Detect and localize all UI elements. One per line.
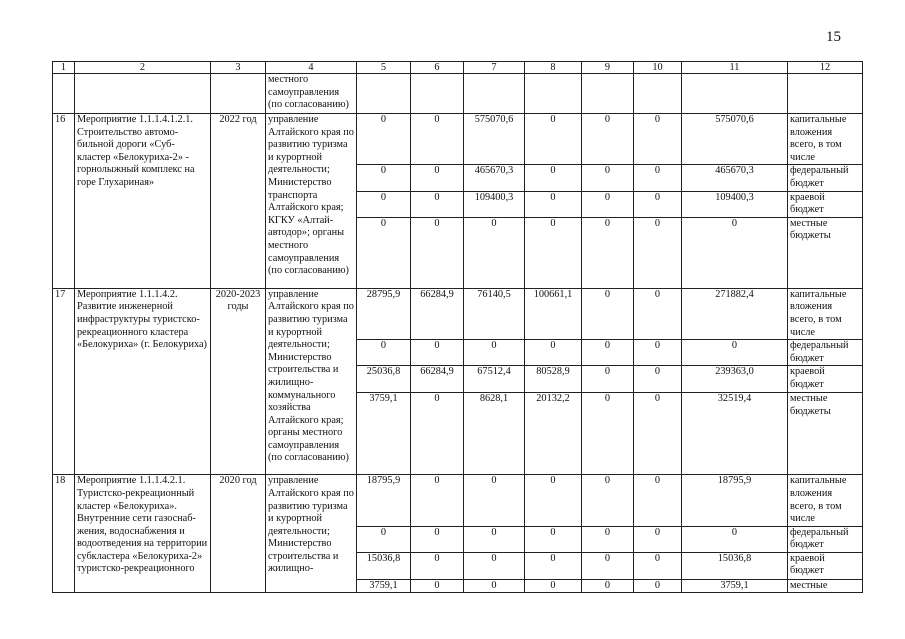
value-cell: 239363,0: [682, 366, 788, 393]
value-cell: 0: [411, 475, 464, 526]
measure-name: Мероприятие 1.1.1.4.1.2.1. Строительство автомо-бильной дороги «Суб-кластер «Белокуриха-2» - горнолыжный комплекс на горе Глухариная»: [75, 114, 211, 289]
value-cell: 0: [525, 526, 582, 552]
value-cell: 25036,8: [357, 366, 411, 393]
source-cell: федеральный бюджет: [788, 526, 863, 552]
value-cell: 0: [634, 393, 682, 475]
col-header: 5: [357, 62, 411, 74]
value-cell: 575070,6: [682, 114, 788, 165]
value-cell: 0: [464, 340, 525, 366]
value-cell: 0: [357, 526, 411, 552]
value-cell: 0: [582, 552, 634, 579]
value-cell: 0: [464, 217, 525, 288]
value-cell: 0: [357, 340, 411, 366]
source-cell: федеральный бюджет: [788, 165, 863, 191]
budget-table: [52, 61, 863, 593]
value-cell: 0: [411, 393, 464, 475]
value-cell: 32519,4: [682, 393, 788, 475]
executor-cell: управление Алтайского края по развитию туризма и курортной деятельности; Министерство транспорта Алтайского края; КГКУ «Алтай-автодор»; органы местного самоуправления (по согласованию): [266, 114, 357, 289]
value-cell: 80528,9: [525, 366, 582, 393]
col-header: 3: [211, 62, 266, 74]
value-cell: 0: [464, 579, 525, 593]
value-cell: 0: [582, 393, 634, 475]
value-cell: 18795,9: [682, 475, 788, 526]
source-cell: местные бюджеты: [788, 217, 863, 288]
value-cell: 0: [634, 475, 682, 526]
value-cell: 28795,9: [357, 288, 411, 339]
value-cell: 0: [357, 191, 411, 217]
period: 2020-2023 годы: [211, 288, 266, 475]
value-cell: 0: [525, 579, 582, 593]
source-cell: краевой бюджет: [788, 191, 863, 217]
source-cell: краевой бюджет: [788, 552, 863, 579]
value-cell: 0: [634, 552, 682, 579]
value-cell: 0: [357, 114, 411, 165]
source-cell: капитальные вложения всего, в том числе: [788, 475, 863, 526]
value-cell: 0: [634, 114, 682, 165]
value-cell: 0: [357, 217, 411, 288]
value-cell: 15036,8: [357, 552, 411, 579]
value-cell: 0: [634, 579, 682, 593]
value-cell: 0: [525, 340, 582, 366]
measure-name: Мероприятие 1.1.1.4.2. Развитие инженерной инфраструктуры туристско-рекреационного кластера «Белокуриха» (г. Белокуриха): [75, 288, 211, 475]
col-header: 9: [582, 62, 634, 74]
col-header: 4: [266, 62, 357, 74]
value-cell: 3759,1: [682, 579, 788, 593]
row-number: 16: [53, 114, 75, 289]
value-cell: 0: [682, 340, 788, 366]
value-cell: 109400,3: [682, 191, 788, 217]
value-cell: 0: [582, 165, 634, 191]
value-cell: 0: [357, 165, 411, 191]
value-cell: 0: [682, 526, 788, 552]
value-cell: 0: [411, 217, 464, 288]
value-cell: 20132,2: [525, 393, 582, 475]
page-number: 15: [826, 29, 841, 45]
value-cell: 0: [582, 288, 634, 339]
row-number: 18: [53, 475, 75, 593]
value-cell: 0: [411, 191, 464, 217]
source-cell: капитальные вложения всего, в том числе: [788, 288, 863, 339]
col-header: 8: [525, 62, 582, 74]
value-cell: 0: [411, 340, 464, 366]
source-cell: местные: [788, 579, 863, 593]
value-cell: 0: [464, 475, 525, 526]
value-cell: 0: [411, 165, 464, 191]
value-cell: 0: [582, 579, 634, 593]
source-cell: местные бюджеты: [788, 393, 863, 475]
value-cell: 0: [411, 114, 464, 165]
value-cell: 0: [582, 114, 634, 165]
value-cell: 575070,6: [464, 114, 525, 165]
col-header: 12: [788, 62, 863, 74]
executor-cell: местного самоуправления (по согласованию): [266, 74, 357, 114]
continuation-row: [53, 74, 863, 114]
value-cell: 0: [525, 552, 582, 579]
source-cell: капитальные вложения всего, в том числе: [788, 114, 863, 165]
period: 2022 год: [211, 114, 266, 289]
value-cell: 0: [525, 114, 582, 165]
value-cell: 0: [634, 340, 682, 366]
value-cell: 0: [411, 526, 464, 552]
value-cell: 109400,3: [464, 191, 525, 217]
table-row: [53, 114, 863, 165]
value-cell: 100661,1: [525, 288, 582, 339]
value-cell: 271882,4: [682, 288, 788, 339]
col-header: 7: [464, 62, 525, 74]
value-cell: 0: [525, 475, 582, 526]
table-row: [53, 288, 863, 339]
value-cell: 0: [582, 217, 634, 288]
value-cell: 0: [525, 165, 582, 191]
value-cell: 0: [582, 340, 634, 366]
value-cell: 8628,1: [464, 393, 525, 475]
executor-cell: управление Алтайского края по развитию туризма и курортной деятельности; Министерство строительства и жилищно-коммунального хозяйства Алтайского края; органы местного самоуправления (по согласованию): [266, 288, 357, 475]
value-cell: 0: [582, 475, 634, 526]
value-cell: 0: [634, 526, 682, 552]
value-cell: 3759,1: [357, 393, 411, 475]
value-cell: 18795,9: [357, 475, 411, 526]
value-cell: 465670,3: [464, 165, 525, 191]
value-cell: 0: [634, 165, 682, 191]
source-cell: краевой бюджет: [788, 366, 863, 393]
value-cell: 76140,5: [464, 288, 525, 339]
value-cell: 0: [634, 217, 682, 288]
value-cell: 0: [411, 579, 464, 593]
source-cell: федеральный бюджет: [788, 340, 863, 366]
measure-name: Мероприятие 1.1.1.4.2.1. Туристско-рекреационный кластер «Белокуриха». Внутренние сети газоснаб-жения, водоснабжения и водоотведения на территории субкластера «Белокуриха-2» туристско-рекреационного: [75, 475, 211, 593]
col-header: 10: [634, 62, 682, 74]
header-row: [53, 62, 863, 74]
col-header: 1: [53, 62, 75, 74]
col-header: 2: [75, 62, 211, 74]
value-cell: 0: [525, 191, 582, 217]
col-header: 11: [682, 62, 788, 74]
value-cell: 465670,3: [682, 165, 788, 191]
value-cell: 0: [582, 526, 634, 552]
table-row: [53, 475, 863, 526]
col-header: 6: [411, 62, 464, 74]
period: 2020 год: [211, 475, 266, 593]
value-cell: 66284,9: [411, 288, 464, 339]
value-cell: 66284,9: [411, 366, 464, 393]
value-cell: 0: [464, 526, 525, 552]
value-cell: 0: [411, 552, 464, 579]
value-cell: 0: [582, 191, 634, 217]
value-cell: 0: [464, 552, 525, 579]
value-cell: 0: [525, 217, 582, 288]
value-cell: 67512,4: [464, 366, 525, 393]
value-cell: 0: [682, 217, 788, 288]
value-cell: 0: [634, 191, 682, 217]
value-cell: 0: [634, 366, 682, 393]
value-cell: 15036,8: [682, 552, 788, 579]
executor-cell: управление Алтайского края по развитию туризма и курортной деятельности; Министерство строительства и жилищно-: [266, 475, 357, 593]
value-cell: 0: [634, 288, 682, 339]
value-cell: 0: [582, 366, 634, 393]
row-number: 17: [53, 288, 75, 475]
value-cell: 3759,1: [357, 579, 411, 593]
